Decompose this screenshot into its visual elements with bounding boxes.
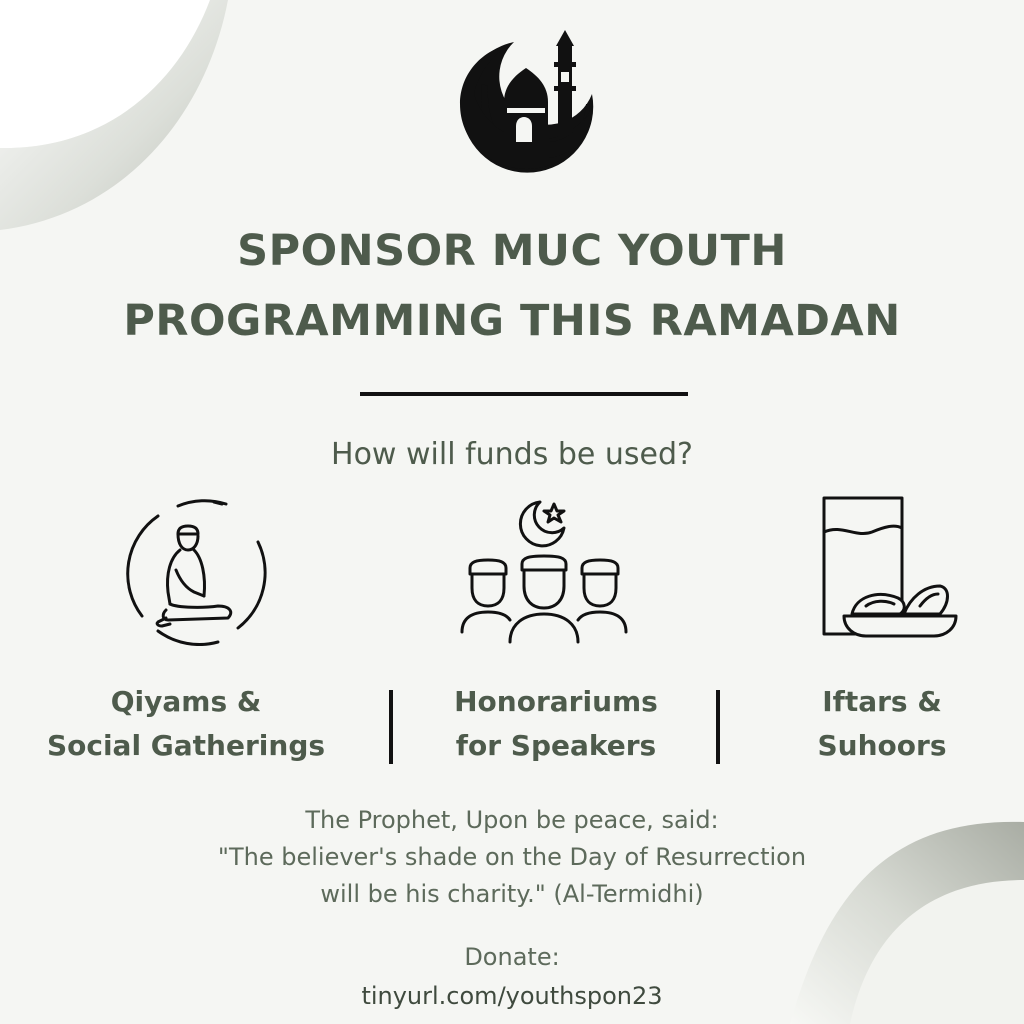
category-qiyams-line-1: Qiyams & bbox=[110, 685, 262, 718]
quote-line-2: "The believer's shade on the Day of Resurrection bbox=[217, 843, 807, 871]
category-honorariums-line-2: for Speakers bbox=[455, 729, 657, 762]
crescent-mosque-hand-icon bbox=[452, 24, 602, 174]
category-divider-left bbox=[389, 690, 393, 764]
category-iftars-line-1: Iftars & bbox=[822, 685, 942, 718]
title-divider bbox=[360, 392, 688, 396]
quote-line-3: will be his charity." (Al-Termidhi) bbox=[320, 880, 704, 908]
funds-question: How will funds be used? bbox=[331, 437, 693, 472]
title-line-1: SPONSOR MUC YOUTH bbox=[237, 226, 787, 276]
category-qiyams bbox=[30, 680, 342, 768]
category-honorariums bbox=[404, 680, 708, 768]
speakers-group-icon bbox=[458, 494, 630, 646]
donate-label: Donate: bbox=[464, 943, 560, 971]
praying-person-icon bbox=[118, 496, 274, 646]
title-line-2: PROGRAMMING THIS RAMADAN bbox=[123, 296, 901, 346]
glass-and-dates-icon bbox=[816, 494, 964, 642]
category-iftars bbox=[770, 680, 994, 768]
quote-line-1: The Prophet, Upon be peace, said: bbox=[305, 806, 719, 834]
category-divider-right bbox=[716, 690, 720, 764]
category-iftars-line-2: Suhoors bbox=[817, 729, 947, 762]
category-qiyams-line-2: Social Gatherings bbox=[46, 729, 326, 762]
category-honorariums-line-1: Honorariums bbox=[454, 685, 658, 718]
donate-link[interactable]: tinyurl.com/youthspon23 bbox=[361, 982, 663, 1010]
